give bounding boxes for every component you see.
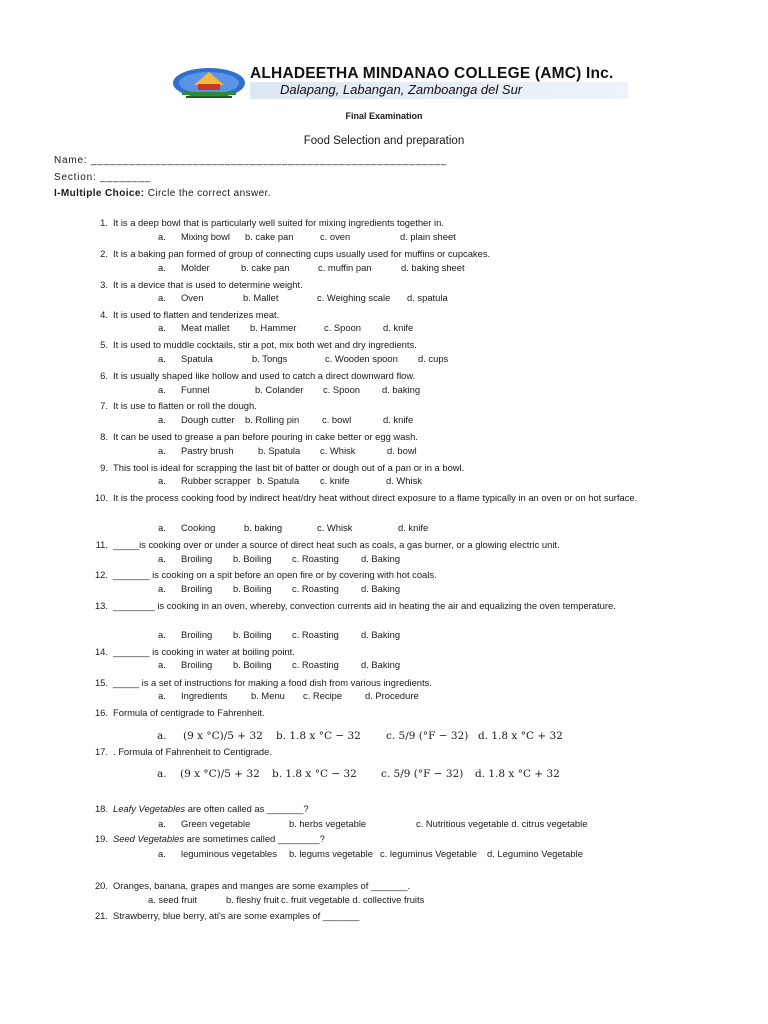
answer-option[interactable]: d. Baking (361, 659, 401, 670)
answer-option[interactable]: c. leguminus Vegetable (380, 848, 477, 859)
name-field: Name: ________________________________________________________ (54, 155, 448, 166)
answer-option[interactable]: d. Baking (361, 553, 401, 564)
answer-option[interactable]: d. cups (418, 353, 449, 364)
answer-option[interactable]: Dough cutter (181, 414, 235, 425)
answer-option[interactable]: d. knife (398, 522, 429, 533)
answer-option[interactable]: b. Hammer (250, 322, 297, 333)
answer-option[interactable]: d. baking (382, 384, 421, 395)
answer-option[interactable]: c. Spoon (323, 384, 361, 395)
question-number: 13. (94, 600, 108, 611)
answer-option[interactable]: b. cake pan (241, 262, 290, 273)
answer-option[interactable]: b. Boiling (233, 583, 272, 594)
answer-option[interactable]: c. oven (320, 231, 351, 242)
answer-option[interactable]: (9 x °C)/5 + 32 (180, 768, 260, 780)
college-address: Dalapang, Labangan, Zamboanga del Sur (280, 82, 523, 97)
answer-option[interactable]: c. Recipe (303, 690, 343, 701)
question-number: 16. (94, 707, 108, 718)
question-number: 15. (94, 677, 108, 688)
answer-option[interactable]: Pastry brush (181, 445, 234, 456)
question-number: 3. (100, 279, 108, 290)
answer-option[interactable]: a. (158, 690, 166, 701)
question-text: Seed Vegetables are sometimes called ________? (113, 833, 325, 844)
answer-option[interactable]: a. (158, 583, 166, 594)
answer-option[interactable]: d. spatula (407, 292, 448, 303)
answer-option[interactable]: c. 5/9 (°F − 32) (381, 768, 464, 780)
answer-option[interactable]: a. (158, 384, 166, 395)
answer-option[interactable]: a. (158, 353, 166, 364)
answer-option[interactable]: b. fleshy fruit (226, 894, 280, 905)
question-number: 2. (100, 248, 108, 259)
answer-option[interactable]: a. (158, 292, 166, 303)
answer-option[interactable]: b. Spatula (258, 445, 301, 456)
question-number: 6. (100, 370, 108, 381)
question-text: _____is cooking over or under a source of direct heat such as coals, a gas burner, or a glowing electric unit. (113, 539, 560, 550)
question-number: 5. (100, 339, 108, 350)
question-number: 8. (100, 431, 108, 442)
answer-option[interactable]: c. Nutritious vegetable d. citrus vegetable (416, 818, 588, 829)
question-text: It is a baking pan formed of group of connecting cups usually used for muffins or cupcakes. (113, 248, 491, 259)
answer-option[interactable]: c. bowl (322, 414, 352, 425)
answer-option[interactable]: Spatula (181, 353, 213, 364)
answer-option[interactable]: d. bowl (387, 445, 417, 456)
answer-option[interactable]: a. (158, 848, 166, 859)
answer-option[interactable]: c. knife (320, 475, 350, 486)
question-text: It is a deep bowl that is particularly well suited for mixing ingredients together in. (113, 217, 444, 228)
question-number: 4. (100, 309, 108, 320)
answer-option[interactable]: leguminous vegetables (181, 848, 277, 859)
answer-option[interactable]: c. Roasting (292, 583, 339, 594)
question-text: _______ is cooking on a spit before an open fire or by covering with hot coals. (113, 569, 437, 580)
answer-option[interactable]: b. Boiling (233, 553, 272, 564)
exam-title: Final Examination (345, 111, 423, 121)
answer-option[interactable]: Molder (181, 262, 210, 273)
question-text: Formula of centigrade to Fahrenheit. (113, 707, 265, 718)
instruction (54, 188, 271, 199)
section-field: Section: ________ (54, 172, 152, 183)
answer-option[interactable]: c. Whisk (320, 445, 356, 456)
question-text: It can be used to grease a pan before pouring in cake better or egg wash. (113, 431, 418, 442)
answer-option[interactable]: d. Procedure (365, 690, 419, 701)
answer-option[interactable]: a. (158, 522, 166, 533)
answer-option[interactable]: b. 1.8 x °C − 32 (276, 730, 361, 742)
question-text: Oranges, banana, grapes and manges are some examples of _______. (113, 880, 411, 891)
answer-option[interactable]: d. baking sheet (401, 262, 465, 273)
question-number: 10. (94, 492, 108, 503)
answer-option[interactable]: Meat mallet (181, 322, 230, 333)
answer-option[interactable]: Green vegetable (181, 818, 251, 829)
college-name: ALHADEETHA MINDANAO COLLEGE (AMC) Inc. (250, 65, 614, 82)
answer-option[interactable]: c. Roasting (292, 659, 339, 670)
answer-option[interactable]: b. Mallet (243, 292, 279, 303)
answer-option[interactable]: c. Spoon (324, 322, 362, 333)
question-number: 1. (100, 217, 108, 228)
question-text: It is the process cooking food by indirect heat/dry heat without direct exposure to a flame typically in an oven or on hot surface. (113, 492, 638, 503)
question-text: It is a device that is used to determine weight. (113, 279, 303, 290)
question-text: Strawberry, blue berry, ati's are some examples of _______ (113, 910, 360, 921)
answer-option[interactable]: c. 5/9 (°F − 32) (386, 730, 469, 742)
question-text: It is used to flatten and tenderizes meat. (113, 309, 280, 320)
answer-option[interactable]: a. (158, 445, 166, 456)
answer-option[interactable]: a. (158, 818, 166, 829)
answer-option[interactable]: b. Boiling (233, 659, 272, 670)
answer-option[interactable]: b. cake pan (245, 231, 294, 242)
answer-option[interactable]: d. Legumino Vegetable (487, 848, 583, 859)
answer-option[interactable]: a. (158, 553, 166, 564)
answer-option[interactable]: Broiling (181, 583, 213, 594)
question-text: _______ is cooking in water at boiling point. (113, 646, 295, 657)
answer-option[interactable]: Cooking (181, 522, 216, 533)
question-number: 21. (94, 910, 108, 921)
instruction-text: Circle the correct answer. (144, 188, 271, 199)
college-header (170, 64, 630, 102)
answer-option[interactable]: a. (158, 231, 166, 242)
answer-option[interactable]: c. Roasting (292, 553, 339, 564)
answer-option[interactable]: b. baking (244, 522, 283, 533)
answer-option[interactable]: b. legums vegetable (289, 848, 373, 859)
question-number: 7. (100, 400, 108, 411)
answer-option[interactable]: (9 x °C)/5 + 32 (183, 730, 263, 742)
answer-option[interactable]: b. Tongs (252, 353, 288, 364)
answer-option[interactable]: Broiling (181, 659, 213, 670)
question-text: ________ is cooking in an oven, whereby, convection currents aid in heating the air and equalizing the oven temperature. (113, 600, 616, 611)
answer-option[interactable]: b. 1.8 x °C − 32 (272, 768, 357, 780)
answer-option[interactable]: b. Boiling (233, 629, 272, 640)
answer-option[interactable]: a. (158, 629, 166, 640)
question-number: 19. (94, 833, 108, 844)
answer-option[interactable]: c. Wooden spoon (325, 353, 398, 364)
answer-option[interactable]: c. fruit vegetable d. collective fruits (281, 894, 425, 905)
answer-option[interactable]: d. Baking (361, 629, 401, 640)
instruction-heading: I-Multiple Choice: (54, 188, 145, 199)
question-number: 9. (100, 462, 108, 473)
answer-option[interactable]: a. (157, 768, 167, 780)
answer-option[interactable]: Oven (181, 292, 204, 303)
answer-option[interactable]: b. herbs vegetable (289, 818, 367, 829)
answer-option[interactable]: a. seed fruit (148, 894, 197, 905)
question-text: It is use to flatten or roll the dough. (113, 400, 257, 411)
question-number: 14. (94, 646, 108, 657)
answer-option[interactable]: d. Whisk (386, 475, 422, 486)
answer-option[interactable]: a. (158, 262, 166, 273)
answer-option[interactable]: Broiling (181, 553, 213, 564)
answer-option[interactable]: c. muffin pan (318, 262, 372, 273)
answer-option[interactable]: b. Rolling pin (245, 414, 300, 425)
answer-option[interactable]: Broiling (181, 629, 213, 640)
question-number: 20. (94, 880, 108, 891)
question-number: 12. (94, 569, 108, 580)
answer-option[interactable]: d. 1.8 x °C + 32 (478, 730, 563, 742)
answer-option[interactable]: Funnel (181, 384, 210, 395)
question-text: It is usually shaped like hollow and used to catch a direct downward flow. (113, 370, 416, 381)
answer-option[interactable]: d. plain sheet (400, 231, 456, 242)
exam-subject: Food Selection and preparation (303, 135, 465, 147)
question-text: It is used to muddle cocktails, stir a pot, mix both wet and dry ingredients. (113, 339, 417, 350)
answer-option[interactable]: c. Roasting (292, 629, 339, 640)
answer-option[interactable]: d. knife (383, 414, 414, 425)
answer-option[interactable]: d. 1.8 x °C + 32 (475, 768, 560, 780)
question-number: 18. (94, 803, 108, 814)
answer-option[interactable]: Ingredients (181, 690, 228, 701)
answer-option[interactable]: a. (158, 659, 166, 670)
answer-option[interactable]: b. Colander (255, 384, 304, 395)
question-number: 17. (94, 746, 108, 757)
answer-option[interactable]: a. (158, 322, 166, 333)
answer-option[interactable]: d. Baking (361, 583, 401, 594)
question-number: 11. (95, 539, 108, 550)
answer-option[interactable]: Mixing bowl (181, 231, 230, 242)
answer-option[interactable]: c. Weighing scale (317, 292, 391, 303)
answer-option[interactable]: a. (157, 730, 167, 742)
question-text: . Formula of Fahrenheit to Centigrade. (113, 746, 272, 757)
answer-option[interactable]: a. (158, 414, 166, 425)
answer-option[interactable]: a. (158, 475, 166, 486)
college-logo-icon (172, 66, 246, 100)
answer-option[interactable]: c. Whisk (317, 522, 353, 533)
answer-option[interactable]: b. Menu (251, 690, 285, 701)
question-text: _____ is a set of instructions for making a food dish from various ingredients. (113, 677, 432, 688)
answer-option[interactable]: b. Spatula (257, 475, 300, 486)
answer-option[interactable]: d. knife (383, 322, 414, 333)
answer-option[interactable]: Rubber scrapper (181, 475, 251, 486)
question-text: Leafy Vegetables are often called as _______? (113, 803, 309, 814)
question-text: This tool is ideal for scrapping the last bit of batter or dough out of a pan or in a bowl. (113, 462, 465, 473)
